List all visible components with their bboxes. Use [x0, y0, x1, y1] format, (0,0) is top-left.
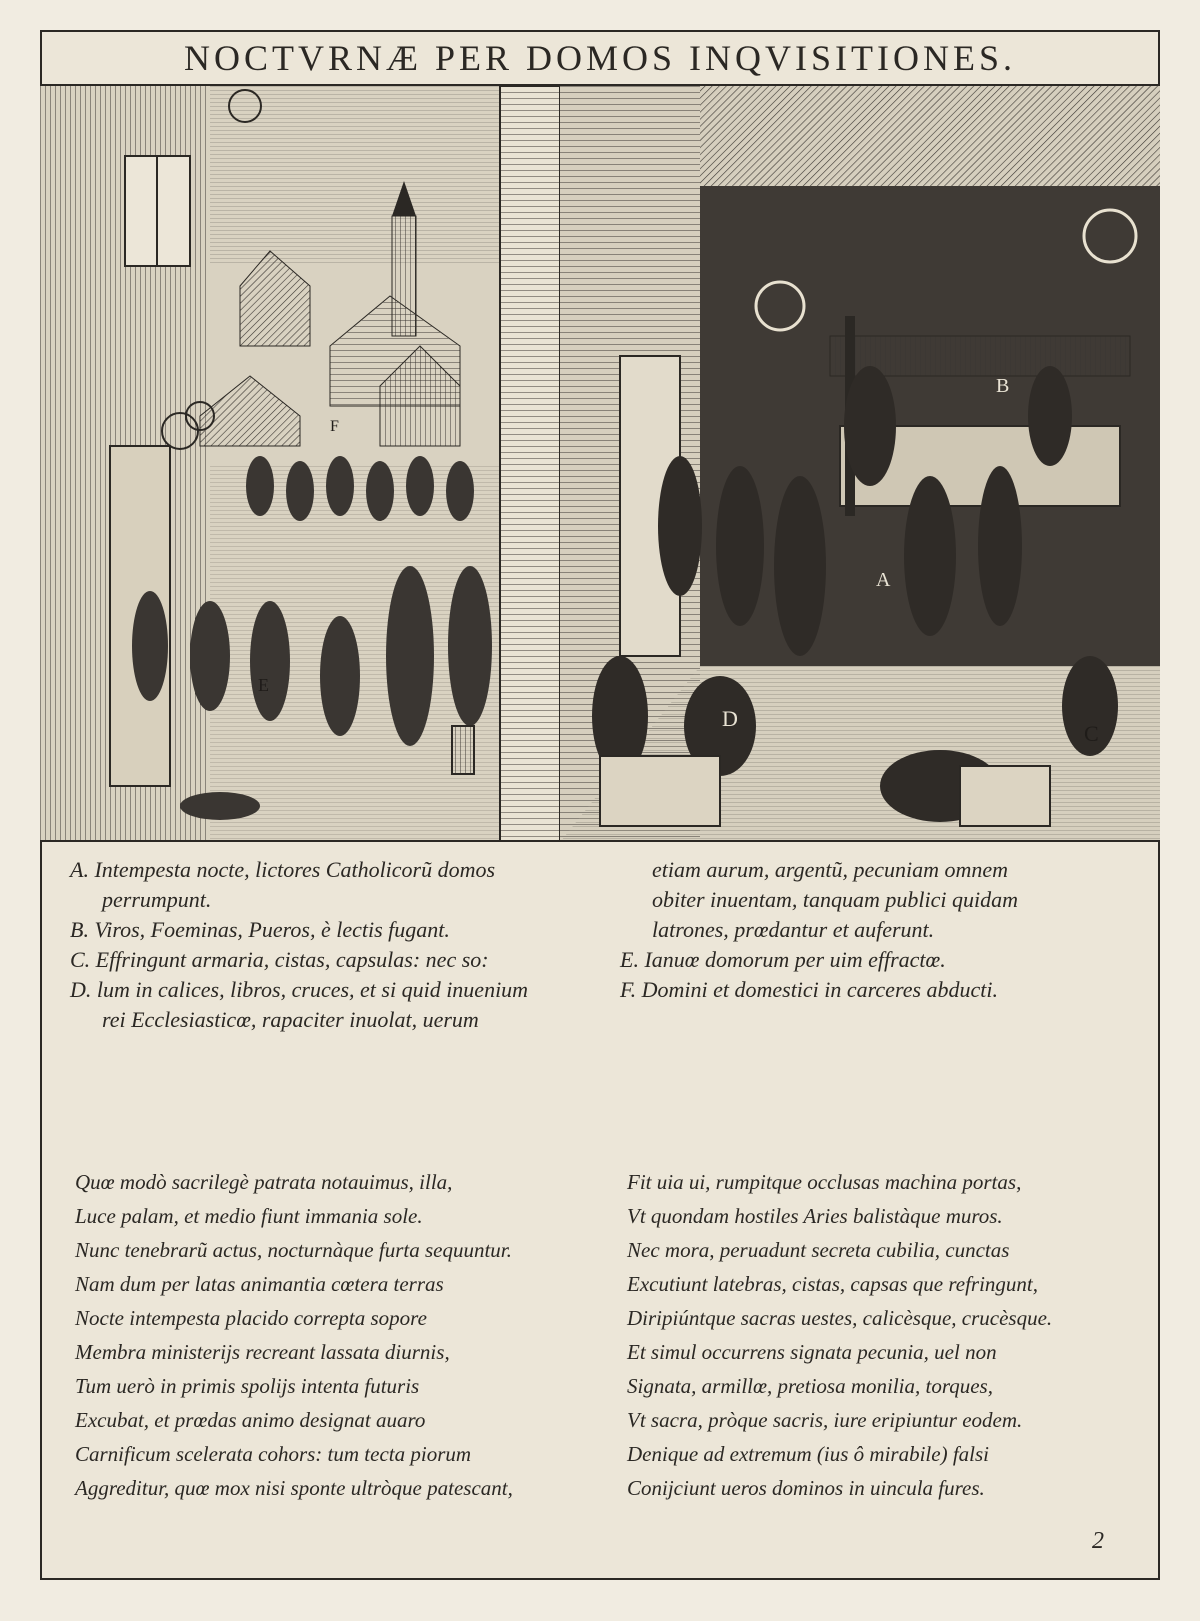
- verse-left-column: [75, 1165, 615, 1505]
- legend-line: latrones, prœdantur et auferunt.: [652, 917, 935, 942]
- label-a-mark: A: [876, 569, 891, 591]
- verse-line: Membra ministerijs recreant lassata diurnis,: [75, 1340, 450, 1364]
- verse-line: Et simul occurrens signata pecunia, uel non: [627, 1340, 997, 1364]
- label-f-mark: F: [330, 418, 339, 435]
- label-d-mark: D: [722, 706, 738, 731]
- verse-line: Vt sacra, pròque sacris, iure eripiuntur eodem.: [627, 1408, 1023, 1432]
- street-scene: [40, 86, 500, 842]
- verse-line: Luce palam, et medio fiunt immania sole.: [75, 1204, 423, 1228]
- bedroom-scene: [560, 86, 1160, 842]
- page-number: 2: [1092, 1528, 1104, 1554]
- verse-line: Denique ad extremum (ius ô mirabile) falsi: [627, 1442, 989, 1466]
- legend-right-column: [620, 855, 1160, 1005]
- verse-right-column: [627, 1165, 1167, 1505]
- verse-line: Nocte intempesta placido correpta sopore: [75, 1306, 427, 1330]
- legend-line: B. Viros, Foeminas, Pueros, è lectis fugant.: [70, 917, 450, 942]
- page-title: NOCTVRNÆ PER DOMOS INQVISITIONES.: [40, 30, 1160, 86]
- verse-line: Aggreditur, quœ mox nisi sponte ultròque patescant,: [75, 1476, 513, 1500]
- verse-line: Excubat, et prœdas animo designat auaro: [75, 1408, 426, 1432]
- legend-line: D. lum in calices, libros, cruces, et si quid inuenium: [70, 977, 529, 1002]
- legend-line: A. Intempesta nocte, lictores Catholicorũ domos: [70, 857, 496, 882]
- label-c-mark: C: [1084, 721, 1099, 746]
- label-e-mark: E: [258, 675, 269, 695]
- verse-line: Vt quondam hostiles Aries balistàque muros.: [627, 1204, 1003, 1228]
- legend: [70, 855, 1150, 1085]
- verse-line: Excutiunt latebras, cistas, capsas que refringunt,: [627, 1272, 1039, 1296]
- legend-line: rei Ecclesiasticœ, rapaciter inuolat, uerum: [102, 1007, 479, 1032]
- engraving-svg: [40, 86, 1160, 842]
- legend-line: perrumpunt.: [102, 887, 212, 912]
- legend-line: obiter inuentam, tanquam publici quidam: [652, 887, 1019, 912]
- verse-line: Nam dum per latas animantia cœtera terras: [75, 1272, 444, 1296]
- legend-line: etiam aurum, argentũ, pecuniam omnem: [652, 857, 1009, 882]
- verse-line: Carnificum scelerata cohors: tum tecta piorum: [75, 1442, 472, 1466]
- verse-line: Conijciunt ueros dominos in uincula fures.: [627, 1476, 985, 1500]
- legend-line: C. Effringunt armaria, cistas, capsulas: nec so:: [70, 947, 489, 972]
- legend-line: E. Ianuœ domorum per uim effractœ.: [620, 947, 946, 972]
- dividing-wall: [500, 86, 560, 842]
- label-b-mark: B: [996, 375, 1010, 397]
- verse-block: [75, 1165, 1155, 1545]
- verse-line: Nec mora, peruadunt secreta cubilia, cunctas: [627, 1238, 1010, 1262]
- legend-line: F. Domini et domestici in carceres abducti.: [620, 977, 999, 1002]
- legend-left-column: [70, 855, 610, 1035]
- verse-line: Diripiúntque sacras uestes, calicèsque, crucèsque.: [627, 1306, 1053, 1330]
- verse-line: Fit uia ui, rumpitque occlusas machina portas,: [627, 1170, 1022, 1194]
- verse-line: Nunc tenebrarũ actus, nocturnàque furta sequuntur.: [75, 1238, 512, 1262]
- engraving-illustration: [40, 86, 1160, 842]
- verse-line: Signata, armillœ, pretiosa monilia, torques,: [627, 1374, 993, 1398]
- verse-line: Tum uerò in primis spolijs intenta futuris: [75, 1374, 420, 1398]
- verse-line: Quœ modò sacrilegè patrata notauimus, illa,: [75, 1170, 453, 1194]
